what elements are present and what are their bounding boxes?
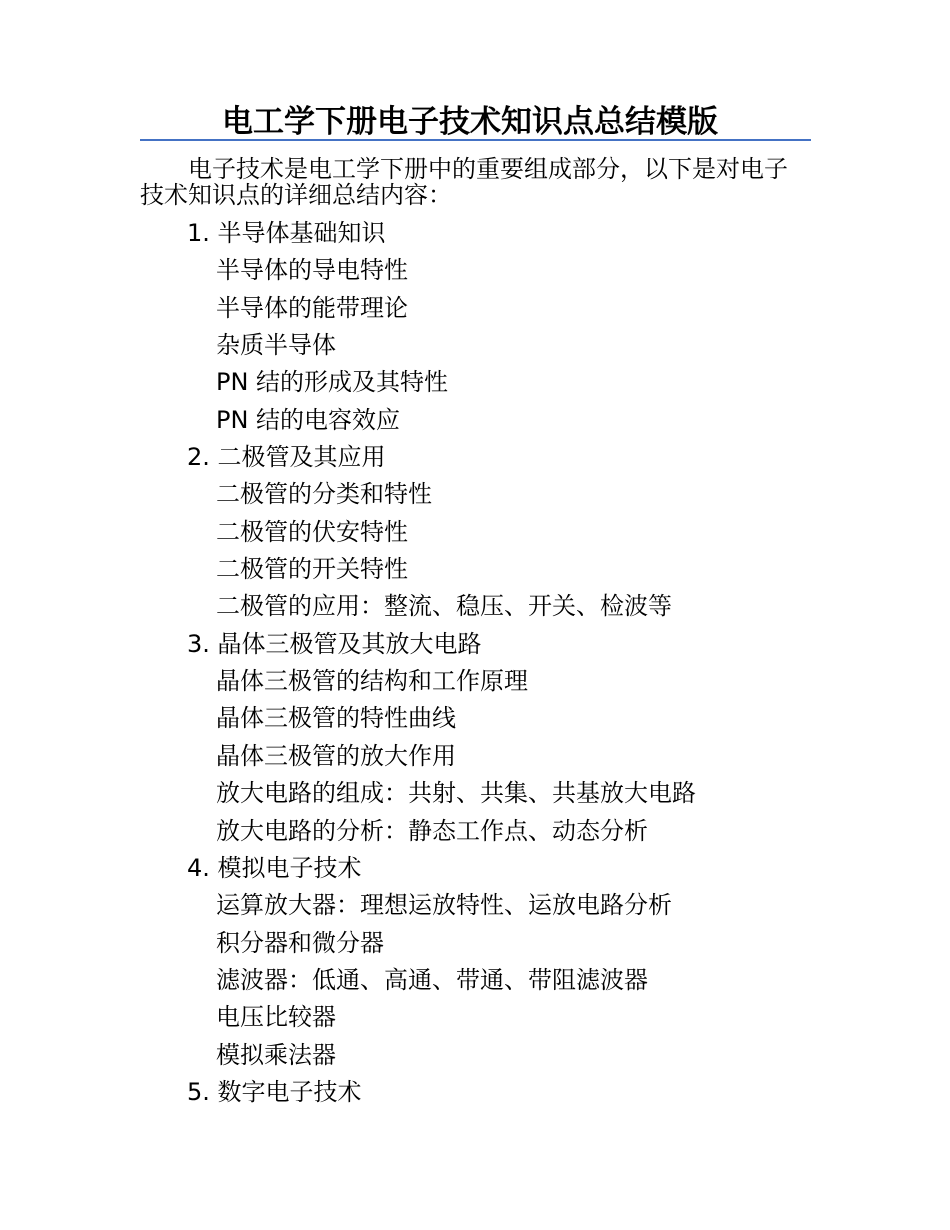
- section-1-heading: 1. 半导体基础知识: [187, 219, 386, 247]
- section-4-item: 积分器和微分器: [216, 928, 384, 957]
- section-1-item: PN 结的电容效应: [216, 405, 401, 434]
- section-4-heading: 4. 模拟电子技术: [187, 853, 362, 882]
- section-2-heading: 2. 二极管及其应用: [187, 443, 386, 472]
- section-2-item: 二极管的开关特性: [216, 555, 408, 584]
- title-underline: [140, 139, 811, 141]
- intro-line-1: 电子技术是电工学下册中的重要组成部分，以下是对电子: [188, 155, 788, 183]
- section-5-heading: 5. 数字电子技术: [187, 1077, 362, 1106]
- section-4-item: 模拟乘法器: [216, 1040, 336, 1069]
- section-4-item: 运算放大器：理想运放特性、运放电路分析: [216, 891, 672, 920]
- section-3-item: 晶体三极管的结构和工作原理: [216, 667, 528, 696]
- section-2-item: 二极管的伏安特性: [216, 517, 408, 546]
- section-3-item: 放大电路的组成：共射、共集、共基放大电路: [216, 779, 696, 808]
- section-4-item: 滤波器：低通、高通、带通、带阻滤波器: [216, 965, 648, 994]
- section-3-item: 晶体三极管的放大作用: [216, 741, 456, 770]
- page-title: 电工学下册电子技术知识点总结模版: [222, 104, 718, 140]
- section-1-item: 杂质半导体: [216, 331, 336, 360]
- section-4-item: 电压比较器: [216, 1003, 336, 1032]
- section-1-item: 半导体的能带理论: [216, 293, 408, 322]
- section-1-item: PN 结的形成及其特性: [216, 368, 449, 397]
- intro-line-2: 技术知识点的详细总结内容：: [140, 181, 452, 209]
- section-3-item: 放大电路的分析：静态工作点、动态分析: [216, 816, 648, 845]
- intro-paragraph: [140, 156, 812, 208]
- section-2-item: 二极管的应用：整流、稳压、开关、检波等: [216, 592, 672, 621]
- section-3-item: 晶体三极管的特性曲线: [216, 704, 456, 733]
- section-3-heading: 3. 晶体三极管及其放大电路: [187, 629, 482, 658]
- outline-list: [0, 215, 950, 1111]
- section-1-item: 半导体的导电特性: [216, 256, 408, 285]
- section-2-item: 二极管的分类和特性: [216, 480, 432, 509]
